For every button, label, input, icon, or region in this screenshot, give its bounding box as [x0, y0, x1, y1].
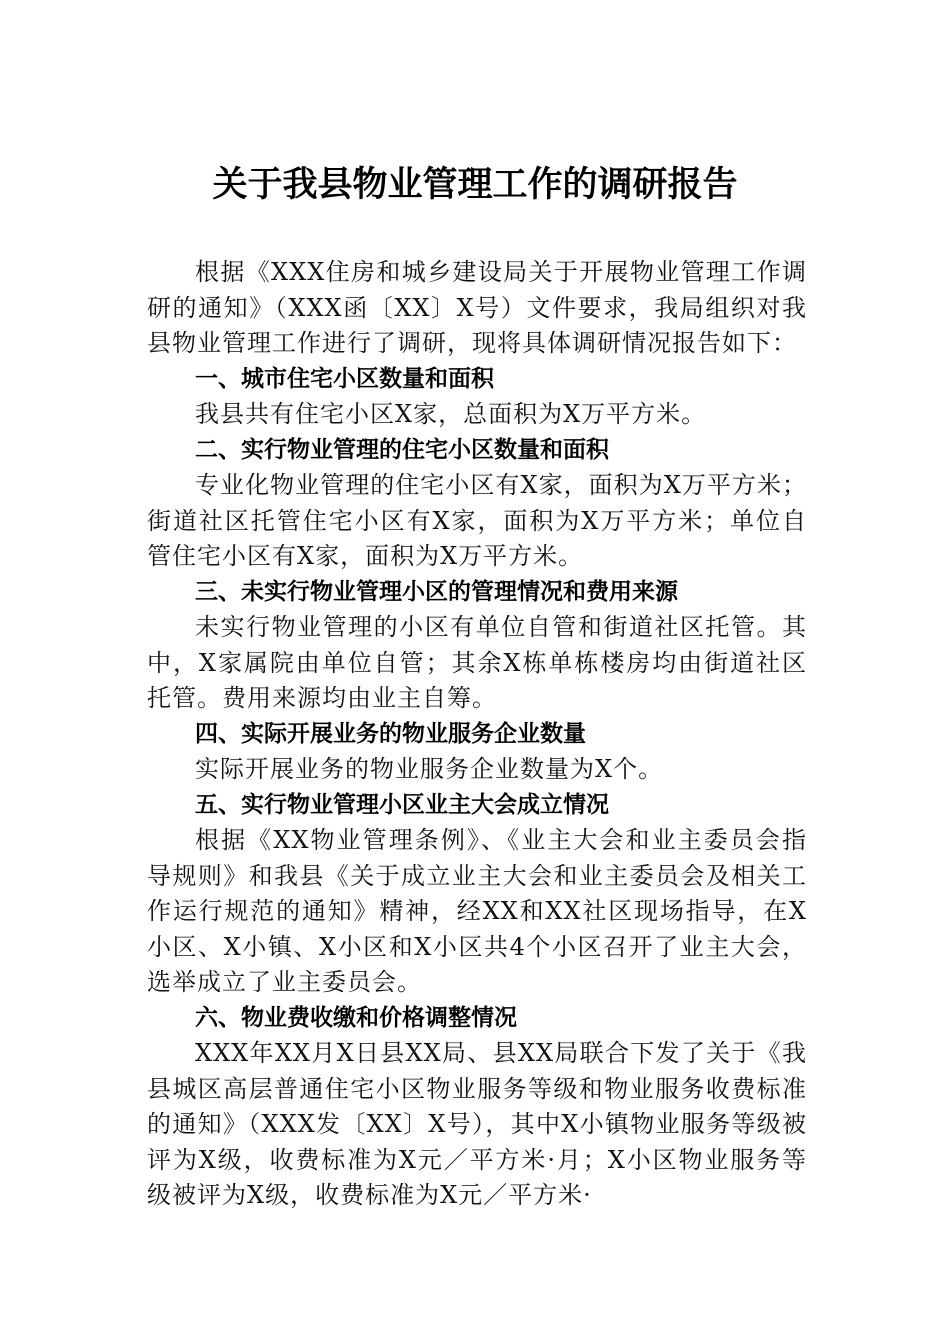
section-heading-6: 六、物业费收缴和价格调整情况	[195, 1004, 517, 1031]
section-paragraph-6: XXX年XX月X日县XX局、县XX局联合下发了关于《我县城区高层普通住宅小区物业服务等级和物业服务收费标准的通知》（XXX发〔XX〕X号），其中X小镇物业服务等级被评为X级，收费标准为X元／平方米·月；X小区物业服务等级被评为X级，收费标准为X元／平方米·	[147, 1039, 807, 1209]
section-heading-2: 二、实行物业管理的住宅小区数量和面积	[195, 436, 609, 463]
section-paragraph-2: 专业化物业管理的住宅小区有X家，面积为X万平方米；街道社区托管住宅小区有X家，面积为X万平方米；单位自管住宅小区有X家，面积为X万平方米。	[147, 471, 807, 570]
section-heading-4: 四、实际开展业务的物业服务企业数量	[195, 720, 586, 747]
section-heading-5: 五、实行物业管理小区业主大会成立情况	[195, 791, 609, 818]
section-paragraph-1: 我县共有住宅小区X家，总面积为X万平方米。	[195, 400, 707, 428]
section-paragraph-4: 实际开展业务的物业服务企业数量为X个。	[195, 755, 664, 783]
document-title: 关于我县物业管理工作的调研报告	[212, 164, 738, 205]
section-paragraph-5: 根据《XX物业管理条例》、《业主大会和业主委员会指导规则》和我县《关于成立业主大会和业主委员会及相关工作运行规范的通知》精神，经XX和XX社区现场指导，在X小区、X小镇、X小区和X小区共4个小区召开了业主大会，选举成立了业主委员会。	[147, 826, 807, 996]
intro-paragraph: 根据《XXX住房和城乡建设局关于开展物业管理工作调研的通知》（XXX函〔XX〕X号）文件要求，我局组织对我县物业管理工作进行了调研，现将具体调研情况报告如下：	[147, 258, 807, 357]
section-heading-1: 一、城市住宅小区数量和面积	[195, 365, 494, 392]
document-body	[147, 255, 807, 1214]
section-heading-3: 三、未实行物业管理小区的管理情况和费用来源	[195, 578, 678, 605]
section-paragraph-3: 未实行物业管理的小区有单位自管和街道社区托管。其中，X家属院由单位自管；其余X栋单栋楼房均由街道社区托管。费用来源均由业主自筹。	[147, 613, 807, 712]
